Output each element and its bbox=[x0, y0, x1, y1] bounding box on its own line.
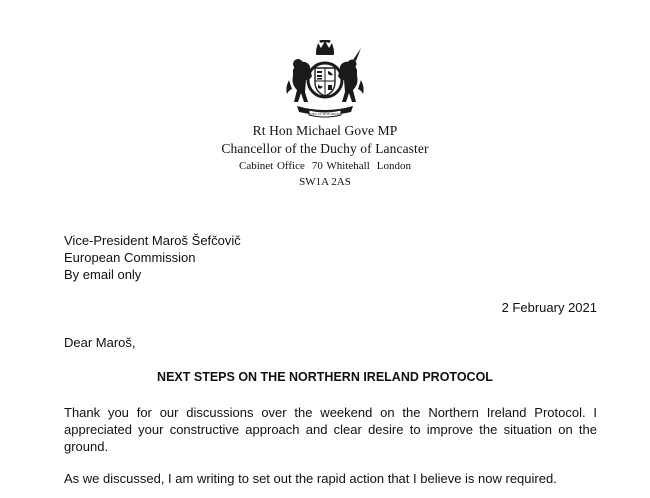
recipient-name: Vice-President Maroš Šefčovič bbox=[64, 233, 241, 248]
address-office: Cabinet Office bbox=[238, 160, 305, 172]
sender-role: Chancellor of the Duchy of Lancaster bbox=[221, 141, 429, 156]
address-street: 70 Whitehall bbox=[311, 160, 370, 172]
recipient-delivery: By email only bbox=[64, 267, 142, 282]
salutation: Dear Maroš, bbox=[64, 335, 136, 350]
address-city: London bbox=[376, 160, 412, 172]
royal-coat-of-arms-icon bbox=[283, 40, 367, 120]
letter-subject: NEXT STEPS ON THE NORTHERN IRELAND PROTOCOL bbox=[157, 370, 493, 384]
crest-motto: DIEU ET MON DROIT bbox=[309, 112, 341, 116]
address-postcode: SW1A 2AS bbox=[299, 176, 351, 188]
sender-name: Rt Hon Michael Gove MP bbox=[252, 123, 398, 138]
recipient-organisation: European Commission bbox=[64, 250, 196, 265]
letter-date: 2 February 2021 bbox=[501, 300, 597, 315]
body-paragraph: Thank you for our discussions over the weekend on the Northern Ireland Protocol. I appreciated your constructive approach and clear desire to improve the situation on the ground. bbox=[64, 405, 597, 454]
sender-address bbox=[140, 160, 510, 172]
recipient-block bbox=[64, 232, 241, 283]
body-paragraph: As we discussed, I am writing to set out the rapid action that I believe is now required. bbox=[64, 471, 557, 486]
